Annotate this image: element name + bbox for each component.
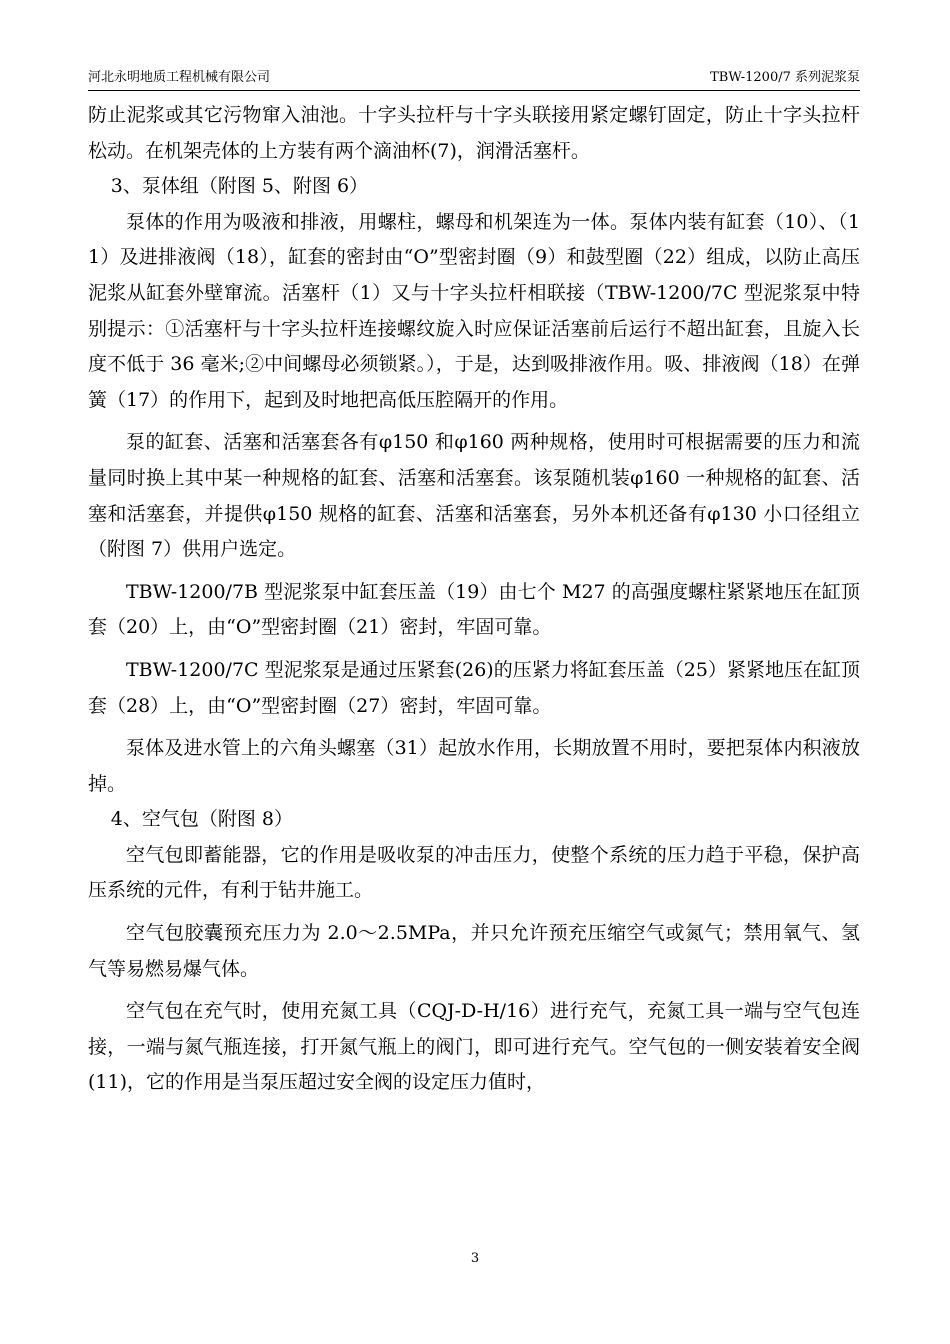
section-heading-pump-body: 3、泵体组（附图 5、附图 6） <box>110 175 369 198</box>
paragraph-drain-plug: 泵体及进水管上的六角头螺塞（31）起放水作用，长期放置不用时，要把泵体内积液放掉。 <box>88 737 860 795</box>
paragraph-precharge: 空气包胶囊预充压力为 2.0～2.5MPa，并只允许预充压缩空气或氮气；禁用氧气、氢气等易燃易爆气体。 <box>88 922 860 980</box>
paragraph-tbw-7c: TBW-1200/7C 型泥浆泵是通过压紧套(26)的压紧力将缸套压盖（25）紧紧地压在缸顶套（28）上，由“O”型密封圈（27）密封，牢固可靠。 <box>88 658 860 717</box>
header-rule <box>88 90 860 91</box>
header-product: TBW-1200/7 系列泥浆泵 <box>710 70 860 85</box>
paragraph-charging: 空气包在充气时，使用充氮工具（CQJ-D-H/16）进行充气，充氮工具一端与空气包连接，一端与氮气瓶连接，打开氮气瓶上的阀门，即可进行充气。空气包的一侧安装着安全阀(11)，它的作用是当泵压超过安全阀的设定压力值时， <box>88 1000 860 1094</box>
paragraph-pump-body: 泵体的作用为吸液和排液，用螺柱，螺母和机架连为一体。泵体内装有缸套（10）、（11）及进排液阀（18），缸套的密封由“O”型密封圈（9）和鼓型圈（22）组成，以防止高压泥浆从缸套外壁窜流。活塞杆（1）又与十字头拉杆相联接（TBW-1200/7C 型泥浆泵中特别提示：①活塞杆与十字头拉杆连接螺纹旋入时应保证活塞前后运行不超出缸套，且旋入长度不低于 36 毫米;②中间螺母必须锁紧。），于是，达到吸排液作用。吸、排液阀（18）在弹簧（17）的作用下，起到及时地把高低压腔隔开的作用。 <box>88 210 860 411</box>
paragraph-continuation: 防止泥浆或其它污物窜入油池。十字头拉杆与十字头联接用紧定螺钉固定，防止十字头拉杆松动。在机架壳体的上方装有两个滴油杯(7)，润滑活塞杆。 <box>88 104 860 162</box>
section-heading-air-chamber: 4、空气包（附图 8） <box>110 808 294 831</box>
paragraph-cylinder-specs: 泵的缸套、活塞和活塞套各有φ150 和φ160 两种规格，使用时可根据需要的压力和流量同时换上其中某一种规格的缸套、活塞和活塞套。该泵随机装φ160 一种规格的缸套、活塞和活塞套，并提供φ150 规格的缸套、活塞和活塞套，另外本机还备有φ130 小口径组立（附图 7）供用户选定。 <box>88 431 860 561</box>
paragraph-tbw-7b: TBW-1200/7B 型泥浆泵中缸套压盖（19）由七个 M27 的高强度螺柱紧紧地压在缸顶套（20）上，由“O”型密封圈（21）密封，牢固可靠。 <box>88 580 860 639</box>
paragraph-air-chamber: 空气包即蓄能器，它的作用是吸收泵的冲击压力，使整个系统的压力趋于平稳，保护高压系统的元件，有利于钻井施工。 <box>88 843 860 902</box>
document-body <box>88 98 860 1101</box>
header-company: 河北永明地质工程机械有限公司 <box>88 70 271 85</box>
page-number: 3 <box>470 1251 480 1266</box>
